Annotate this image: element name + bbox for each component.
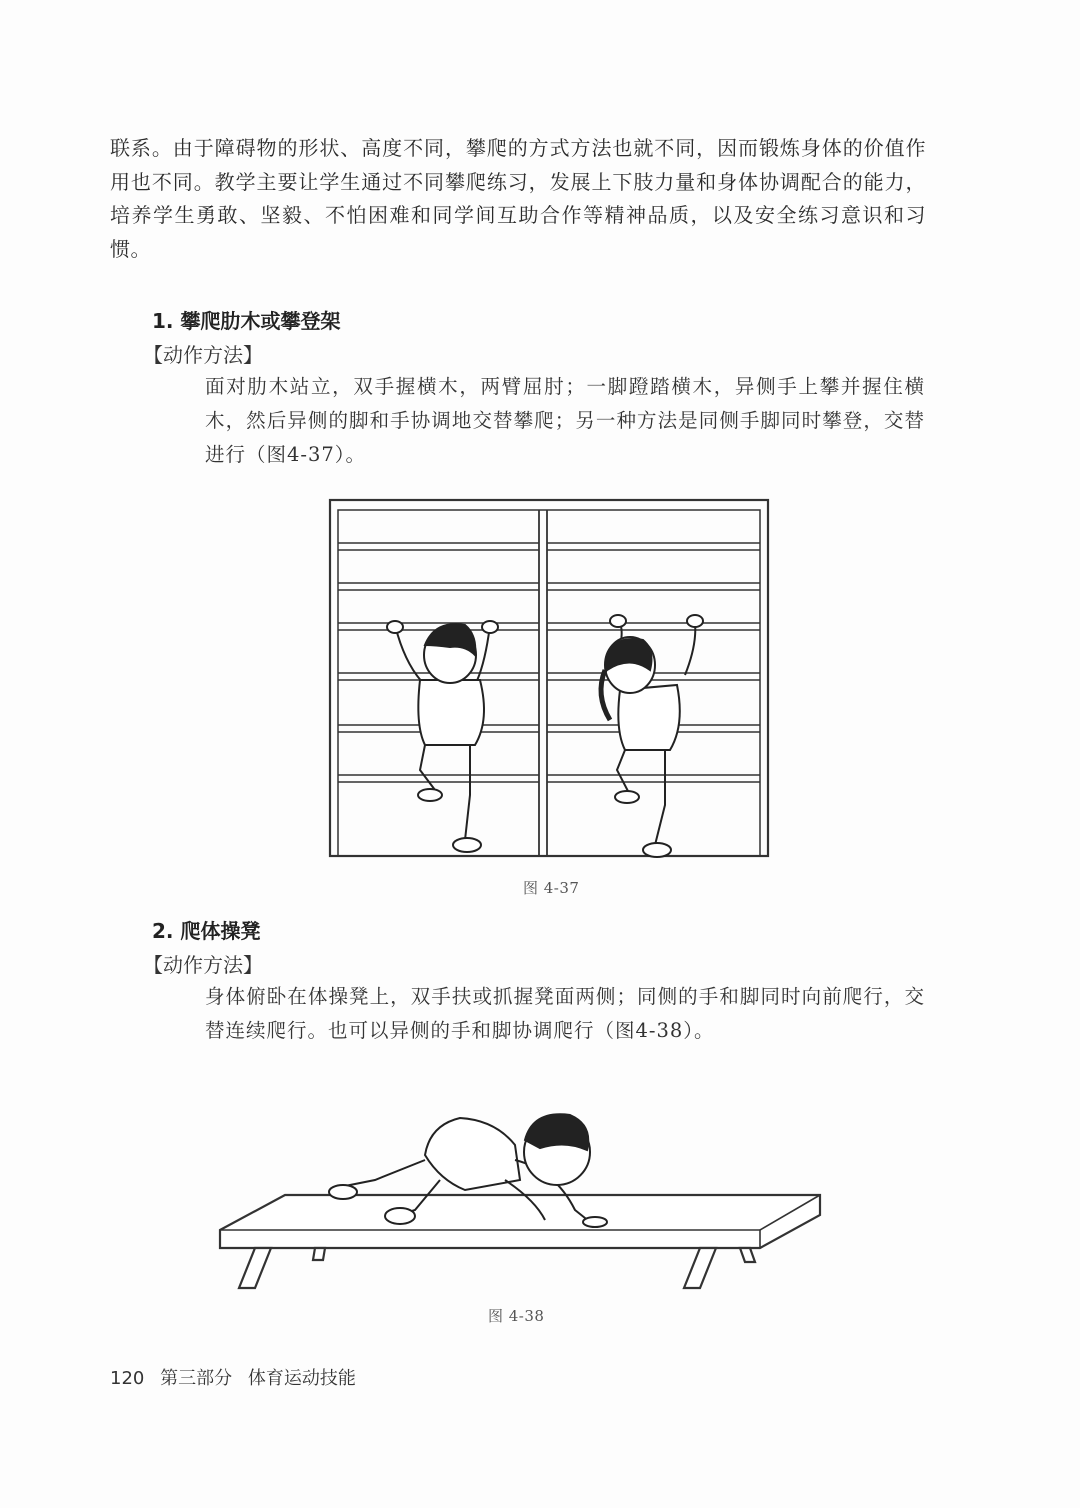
section1-body: 面对肋木站立，双手握横木，两臂屈肘；一脚蹬踏横木，异侧手上攀并握住横木，然后异侧的脚和手协调地交替攀爬；另一种方法是同侧手脚同时攀登，交替进行（图4-37）。 <box>205 375 925 466</box>
section1-method-label: 【动作方法】 <box>143 343 263 367</box>
intro-paragraph: 联系。由于障碍物的形状、高度不同，攀爬的方式方法也就不同，因而锻炼身体的价值作用也不同。教学主要让学生通过不同攀爬练习，发展上下肢力量和身体协调配合的能力，培养学生勇敢、坚毅、不怕困难和同学间互助合作等精神品质，以及安全练习意识和习惯。 <box>110 136 926 261</box>
page-footer <box>110 1364 366 1390</box>
boy-climber-figure <box>387 621 498 852</box>
section2-method-label: 【动作方法】 <box>143 953 263 977</box>
footer-part: 第三部分 <box>160 1368 233 1389</box>
footer-title: 体育运动技能 <box>247 1368 356 1389</box>
figure-4-37-illustration <box>325 495 775 865</box>
page-number: 120 <box>110 1368 145 1389</box>
figure-4-38-illustration <box>215 1100 825 1300</box>
section2-body: 身体俯卧在体操凳上，双手扶或抓握凳面两侧；同侧的手和脚同时向前爬行，交替连续爬行。也可以异侧的手和脚协调爬行（图4-38）。 <box>205 985 925 1042</box>
figure-4-38-caption: 图 4-38 <box>488 1307 545 1325</box>
section1-heading: 1. 攀爬肋木或攀登架 <box>152 309 341 333</box>
girl-climber-figure <box>601 615 703 857</box>
figure-4-37-caption: 图 4-37 <box>523 879 580 897</box>
section2-heading: 2. 爬体操凳 <box>152 919 261 943</box>
